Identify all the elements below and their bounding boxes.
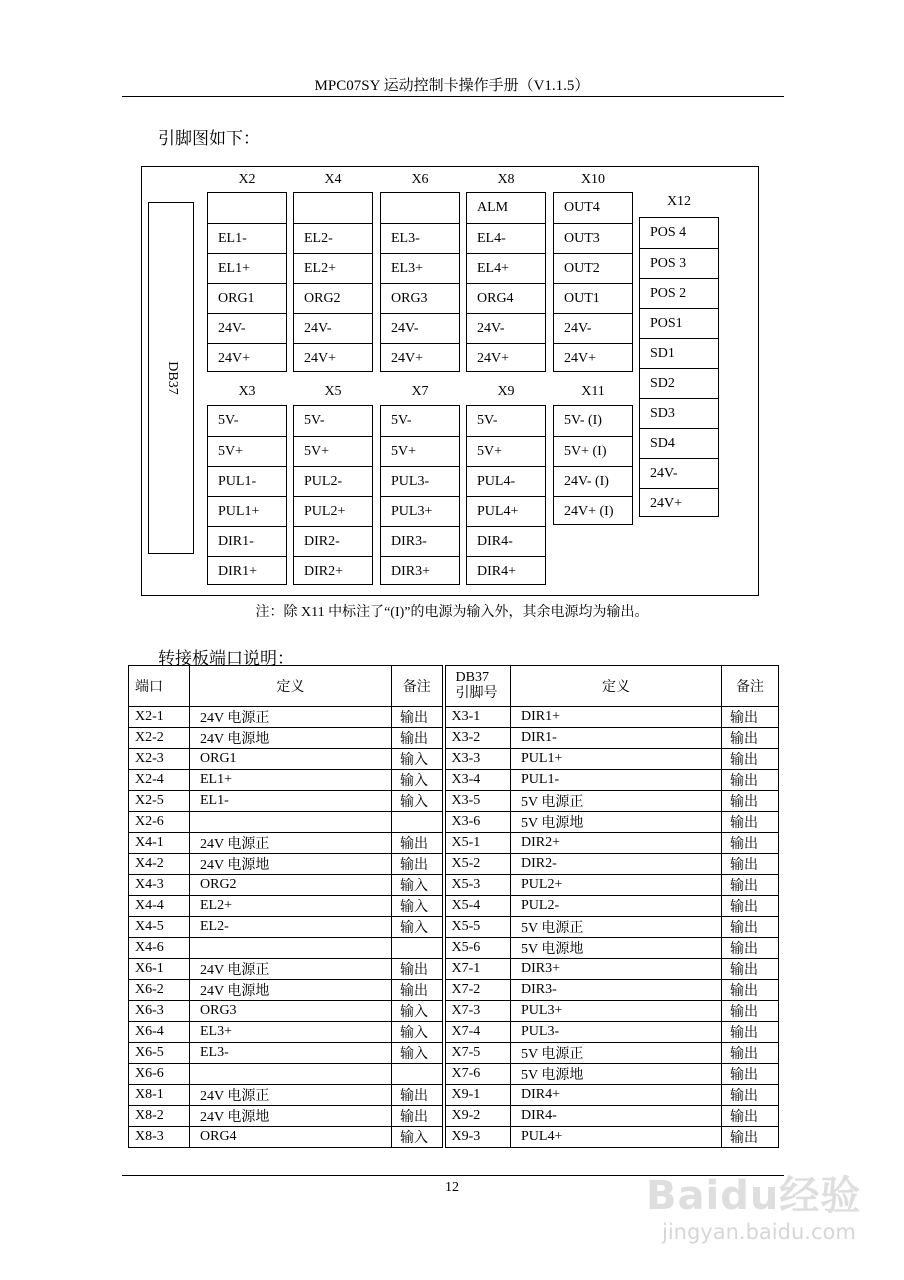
cell-port: X6-4 (129, 1022, 190, 1043)
table-row (129, 1043, 779, 1064)
connector-title-x2: X2 (238, 172, 256, 187)
connector-x4 (293, 192, 373, 372)
pin-cell: 5V- (218, 413, 239, 428)
table-row (129, 959, 779, 980)
table-row (129, 875, 779, 896)
cell-port: X8-3 (129, 1127, 190, 1148)
cell-db37-pin: X7-1 (444, 959, 511, 980)
cell-definition-2: 5V 电源地 (511, 812, 722, 833)
pin-cell: DIR1+ (208, 556, 286, 586)
connector-x11 (553, 405, 633, 525)
pin-cell: 5V+ (467, 436, 545, 466)
connector-title-x5: X5 (324, 384, 342, 399)
cell-remark-2: 输出 (722, 959, 779, 980)
cell-port: X6-5 (129, 1043, 190, 1064)
cell-definition: ORG3 (190, 1001, 392, 1022)
pin-cell: EL4+ (467, 253, 545, 283)
cell-db37-pin: X9-2 (444, 1106, 511, 1127)
pin-cell: DIR4+ (467, 556, 545, 586)
watermark-logo: Baidu经验 (646, 1173, 862, 1219)
cell-remark-2: 输出 (722, 1127, 779, 1148)
pin-cell: 5V- (I) (564, 413, 602, 428)
cell-port: X4-5 (129, 917, 190, 938)
pin-cell: POS1 (640, 308, 718, 338)
table-row (129, 1085, 779, 1106)
pin-cell: OUT3 (554, 223, 632, 253)
connector-x2 (207, 192, 287, 372)
cell-remark-2: 输出 (722, 938, 779, 959)
pin-cell: DIR4- (467, 526, 545, 556)
cell-remark-2: 输出 (722, 728, 779, 749)
pin-cell: DIR1- (208, 526, 286, 556)
th-definition: 定义 (190, 666, 392, 707)
cell-definition-2: PUL1+ (511, 749, 722, 770)
cell-remark: 输入 (392, 1043, 444, 1064)
cell-port: X4-1 (129, 833, 190, 854)
table-row (129, 707, 779, 728)
pin-cell: 24V- (208, 313, 286, 343)
pin-cell: EL1+ (208, 253, 286, 283)
pin-cell: DIR3- (381, 526, 459, 556)
pin-cell: EL2+ (294, 253, 372, 283)
cell-remark-2: 输出 (722, 791, 779, 812)
cell-definition: EL2- (190, 917, 392, 938)
connector-title-x9: X9 (497, 384, 515, 399)
table-row (129, 896, 779, 917)
cell-remark-2: 输出 (722, 833, 779, 854)
cell-remark-2: 输出 (722, 812, 779, 833)
table-row (129, 1106, 779, 1127)
table-row (129, 1022, 779, 1043)
cell-db37-pin: X7-6 (444, 1064, 511, 1085)
cell-db37-pin: X3-3 (444, 749, 511, 770)
cell-definition: EL1+ (190, 770, 392, 791)
cell-remark: 输入 (392, 791, 444, 812)
cell-remark: 输入 (392, 1001, 444, 1022)
table-row (129, 770, 779, 791)
cell-port: X2-6 (129, 812, 190, 833)
th-db37-line1: DB37 (455, 670, 489, 685)
th-remark: 备注 (392, 666, 444, 707)
cell-definition-2: PUL4+ (511, 1127, 722, 1148)
connector-x7 (380, 405, 460, 585)
cell-definition (190, 938, 392, 959)
cell-port: X2-5 (129, 791, 190, 812)
pin-cell: EL3+ (381, 253, 459, 283)
page-number: 12 (445, 1180, 459, 1195)
pin-cell: 24V- (554, 313, 632, 343)
pin-cell (208, 193, 286, 223)
cell-remark-2: 输出 (722, 749, 779, 770)
cell-db37-pin: X7-2 (444, 980, 511, 1001)
pin-cell: 24V- (640, 458, 718, 488)
cell-definition-2: PUL3+ (511, 1001, 722, 1022)
pin-cell: 5V+ (208, 436, 286, 466)
cell-remark: 输入 (392, 1022, 444, 1043)
cell-remark: 输入 (392, 875, 444, 896)
cell-port: X2-4 (129, 770, 190, 791)
cell-definition-2: PUL1- (511, 770, 722, 791)
cell-db37-pin: X5-4 (444, 896, 511, 917)
connector-title-x7: X7 (411, 384, 429, 399)
table-row (129, 728, 779, 749)
table-row (129, 938, 779, 959)
pin-cell: 5V+ (294, 436, 372, 466)
cell-definition-2: DIR1- (511, 728, 722, 749)
header-rule (122, 96, 784, 97)
baidu-watermark (640, 1160, 890, 1260)
connector-title-x3: X3 (238, 384, 256, 399)
pin-cell: PUL4+ (467, 496, 545, 526)
cell-db37-pin: X9-1 (444, 1085, 511, 1106)
cell-definition: EL3- (190, 1043, 392, 1064)
cell-remark: 输入 (392, 770, 444, 791)
cell-definition: 24V 电源地 (190, 1106, 392, 1127)
pin-cell: ALM (477, 200, 509, 215)
pin-cell: 24V+ (208, 343, 286, 373)
pin-cell: 5V- (304, 413, 325, 428)
cell-port: X4-3 (129, 875, 190, 896)
connector-title-x6: X6 (411, 172, 429, 187)
cell-remark: 输入 (392, 917, 444, 938)
cell-port: X6-6 (129, 1064, 190, 1085)
cell-remark-2: 输出 (722, 1043, 779, 1064)
cell-definition: ORG1 (190, 749, 392, 770)
cell-port: X4-6 (129, 938, 190, 959)
pin-cell: ORG3 (381, 283, 459, 313)
th-db37-line2: 引脚号 (455, 686, 498, 701)
table-header-row (129, 666, 779, 707)
pin-cell: EL3- (381, 223, 459, 253)
pin-cell: PUL1+ (208, 496, 286, 526)
pin-cell: SD3 (640, 398, 718, 428)
cell-definition-2: DIR1+ (511, 707, 722, 728)
connector-x3 (207, 405, 287, 585)
cell-remark-2: 输出 (722, 1022, 779, 1043)
cell-definition-2: 5V 电源地 (511, 1064, 722, 1085)
cell-definition-2: PUL2- (511, 896, 722, 917)
cell-remark: 输入 (392, 1127, 444, 1148)
cell-definition: 24V 电源地 (190, 728, 392, 749)
cell-definition-2: DIR4+ (511, 1085, 722, 1106)
cell-port: X6-3 (129, 1001, 190, 1022)
cell-port: X2-1 (129, 707, 190, 728)
pin-cell: SD1 (640, 338, 718, 368)
cell-remark: 输出 (392, 728, 444, 749)
pin-cell: DIR3+ (381, 556, 459, 586)
pin-cell: EL2- (294, 223, 372, 253)
cell-remark-2: 输出 (722, 770, 779, 791)
cell-definition-2: DIR3- (511, 980, 722, 1001)
cell-definition: ORG4 (190, 1127, 392, 1148)
pin-cell: POS 2 (640, 278, 718, 308)
pin-cell: OUT2 (554, 253, 632, 283)
watermark-url: jingyan.baidu.com (662, 1220, 856, 1244)
pin-cell: 24V+ (294, 343, 372, 373)
pin-cell: 24V+ (554, 343, 632, 373)
th-remark-2: 备注 (722, 666, 779, 707)
pin-cell: 24V- (381, 313, 459, 343)
table-row (129, 1127, 779, 1148)
pin-cell: EL4- (467, 223, 545, 253)
cell-db37-pin: X3-1 (444, 707, 511, 728)
cell-db37-pin: X5-2 (444, 854, 511, 875)
cell-definition: EL2+ (190, 896, 392, 917)
table-row (129, 833, 779, 854)
pin-cell: 24V- (467, 313, 545, 343)
cell-definition (190, 1064, 392, 1085)
cell-definition: 24V 电源地 (190, 854, 392, 875)
cell-remark-2: 输出 (722, 1106, 779, 1127)
pin-cell: 24V+ (640, 488, 718, 518)
pin-cell: ORG1 (208, 283, 286, 313)
cell-definition: 24V 电源正 (190, 833, 392, 854)
cell-definition: EL1- (190, 791, 392, 812)
cell-remark: 输出 (392, 707, 444, 728)
cell-definition-2: 5V 电源地 (511, 938, 722, 959)
cell-remark: 输出 (392, 959, 444, 980)
connector-x10 (553, 192, 633, 372)
cell-db37-pin: X7-3 (444, 1001, 511, 1022)
pin-cell: ORG4 (467, 283, 545, 313)
cell-port: X8-2 (129, 1106, 190, 1127)
table-heading: 转接板端口说明： (158, 649, 294, 668)
cell-remark-2: 输出 (722, 1001, 779, 1022)
pin-cell: 5V+ (381, 436, 459, 466)
cell-definition: ORG2 (190, 875, 392, 896)
cell-db37-pin: X5-3 (444, 875, 511, 896)
pin-cell: SD2 (640, 368, 718, 398)
cell-db37-pin: X9-3 (444, 1127, 511, 1148)
cell-port: X2-3 (129, 749, 190, 770)
cell-remark (392, 1064, 444, 1085)
cell-definition: 24V 电源正 (190, 959, 392, 980)
pin-cell: PUL1- (208, 466, 286, 496)
pin-cell: DIR2+ (294, 556, 372, 586)
cell-port: X8-1 (129, 1085, 190, 1106)
cell-definition: 24V 电源正 (190, 1085, 392, 1106)
pin-cell: 5V- (477, 413, 498, 428)
port-table (128, 665, 779, 1148)
pin-cell: 24V- (294, 313, 372, 343)
pin-cell: 24V+ (467, 343, 545, 373)
pin-cell: PUL2+ (294, 496, 372, 526)
cell-definition: EL3+ (190, 1022, 392, 1043)
connector-x12 (639, 217, 719, 517)
pin-cell: PUL3- (381, 466, 459, 496)
cell-remark-2: 输出 (722, 1085, 779, 1106)
cell-db37-pin: X3-4 (444, 770, 511, 791)
cell-port: X4-4 (129, 896, 190, 917)
cell-port: X6-1 (129, 959, 190, 980)
connector-title-x8: X8 (497, 172, 515, 187)
table-row (129, 791, 779, 812)
pin-cell: EL1- (208, 223, 286, 253)
cell-definition-2: 5V 电源正 (511, 1043, 722, 1064)
cell-db37-pin: X3-6 (444, 812, 511, 833)
cell-remark (392, 938, 444, 959)
cell-remark-2: 输出 (722, 896, 779, 917)
cell-definition (190, 812, 392, 833)
table-row (129, 1064, 779, 1085)
pin-cell: 24V- (I) (554, 466, 632, 496)
cell-definition-2: DIR2- (511, 854, 722, 875)
cell-definition-2: DIR2+ (511, 833, 722, 854)
cell-definition-2: PUL2+ (511, 875, 722, 896)
cell-db37-pin: X7-4 (444, 1022, 511, 1043)
connector-title-x11: X11 (581, 384, 605, 399)
table-row (129, 1001, 779, 1022)
cell-definition-2: DIR4- (511, 1106, 722, 1127)
pin-cell: ORG2 (294, 283, 372, 313)
cell-db37-pin: X5-1 (444, 833, 511, 854)
cell-remark (392, 812, 444, 833)
pin-cell: PUL3+ (381, 496, 459, 526)
pin-cell (381, 193, 459, 223)
connector-title-x12: X12 (666, 194, 692, 209)
connector-x8 (466, 192, 546, 372)
cell-port: X4-2 (129, 854, 190, 875)
pin-cell: OUT4 (564, 200, 600, 215)
table-row (129, 917, 779, 938)
th-db37-pin (444, 666, 511, 707)
th-port: 端口 (129, 666, 190, 707)
cell-remark: 输入 (392, 749, 444, 770)
cell-remark: 输出 (392, 854, 444, 875)
db37-label: DB37 (165, 361, 180, 395)
pin-cell: POS 4 (650, 225, 687, 240)
connector-title-x4: X4 (324, 172, 342, 187)
pin-cell: OUT1 (554, 283, 632, 313)
connector-x9 (466, 405, 546, 585)
table-row (129, 980, 779, 1001)
pin-cell: 5V- (391, 413, 412, 428)
cell-remark-2: 输出 (722, 917, 779, 938)
cell-remark: 输出 (392, 1085, 444, 1106)
cell-definition-2: DIR3+ (511, 959, 722, 980)
pin-cell: SD4 (640, 428, 718, 458)
cell-port: X6-2 (129, 980, 190, 1001)
pin-cell: POS 3 (640, 248, 718, 278)
cell-db37-pin: X7-5 (444, 1043, 511, 1064)
pin-cell: DIR2- (294, 526, 372, 556)
connector-x5 (293, 405, 373, 585)
running-header: MPC07SY 运动控制卡操作手册（V1.1.5） (314, 78, 590, 94)
cell-definition-2: 5V 电源正 (511, 791, 722, 812)
cell-remark-2: 输出 (722, 1064, 779, 1085)
cell-remark: 输入 (392, 896, 444, 917)
cell-remark-2: 输出 (722, 875, 779, 896)
cell-db37-pin: X3-5 (444, 791, 511, 812)
pin-cell: 24V+ (381, 343, 459, 373)
th-definition-2: 定义 (511, 666, 722, 707)
diagram-note: 注：除 X11 中标注了“(I)”的电源为输入外，其余电源均为输出。 (255, 605, 649, 620)
cell-db37-pin: X3-2 (444, 728, 511, 749)
cell-remark-2: 输出 (722, 707, 779, 728)
cell-remark: 输出 (392, 833, 444, 854)
cell-remark: 输出 (392, 980, 444, 1001)
pin-cell: 24V+ (I) (554, 496, 632, 526)
table-row (129, 812, 779, 833)
cell-remark-2: 输出 (722, 854, 779, 875)
pin-cell: 5V+ (I) (554, 436, 632, 466)
cell-db37-pin: X5-5 (444, 917, 511, 938)
cell-remark-2: 输出 (722, 980, 779, 1001)
cell-definition: 24V 电源正 (190, 707, 392, 728)
cell-definition: 24V 电源地 (190, 980, 392, 1001)
pin-cell: PUL2- (294, 466, 372, 496)
connector-x6 (380, 192, 460, 372)
pin-cell: PUL4- (467, 466, 545, 496)
pin-cell (294, 193, 372, 223)
cell-definition-2: 5V 电源正 (511, 917, 722, 938)
connector-title-x10: X10 (580, 172, 606, 187)
cell-remark: 输出 (392, 1106, 444, 1127)
diagram-heading: 引脚图如下： (158, 129, 260, 148)
cell-definition-2: PUL3- (511, 1022, 722, 1043)
table-row (129, 749, 779, 770)
table-row (129, 854, 779, 875)
cell-port: X2-2 (129, 728, 190, 749)
cell-db37-pin: X5-6 (444, 938, 511, 959)
